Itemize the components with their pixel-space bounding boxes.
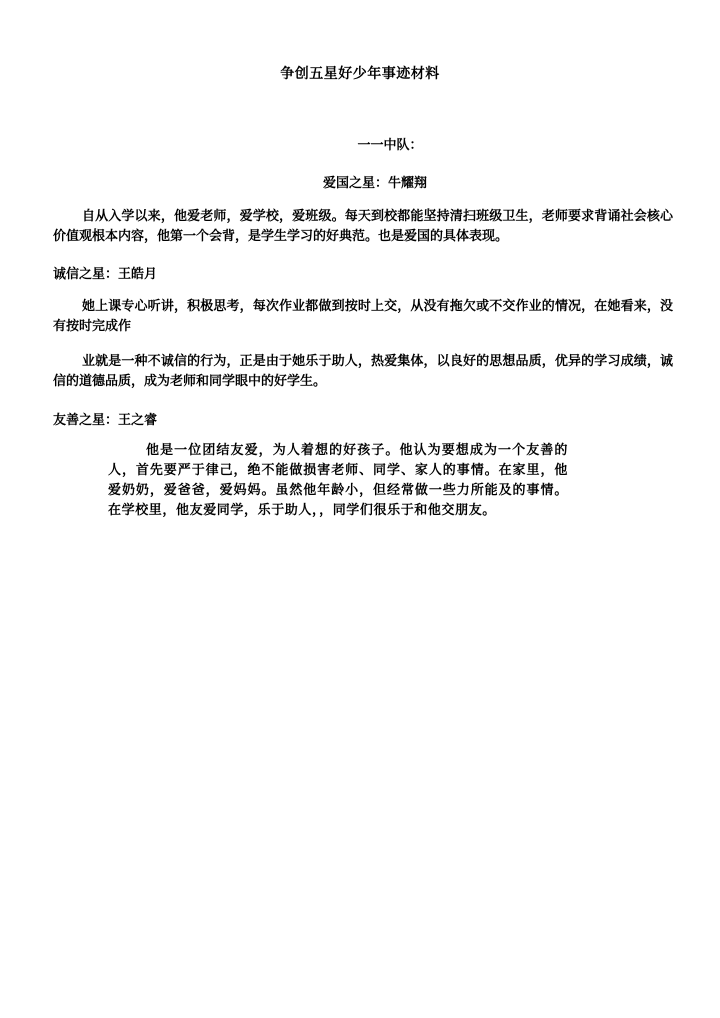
honesty-star-paragraph-2: 业就是一种不诚信的行为，正是由于她乐于助人，热爱集体，以良好的思想品质，优异的学习成绩，诚信的道德品质，成为老师和同学眼中的好学生。: [53, 354, 673, 389]
friendly-star-heading: 友善之星：王之睿: [53, 413, 158, 428]
squad-name: 一一中队：: [357, 138, 423, 153]
friendly-star-paragraph: 他是一位团结友爱，为人着想的好孩子。他认为要想成为一个友善的人，首先要严于律己，绝不能做损害老师、同学、家人的事情。在家里，他爱奶奶，爱爸爸，爱妈妈。虽然他年龄小，但经常做一些力所能及的事情。在学校里，他友爱同学，乐于助人，，同学们很乐于和他交朋友。: [108, 443, 568, 518]
patriotic-star-heading: 爱国之星：牛耀翔: [322, 176, 427, 191]
honesty-star-heading: 诚信之星：王皓月: [53, 267, 158, 282]
document-title: 争创五星好少年事迹材料: [280, 66, 440, 82]
patriotic-star-paragraph: 自从入学以来，他爱老师，爱学校，爱班级。每天到校都能坚持清扫班级卫生，老师要求背诵社会核心价值观根本内容，他第一个会背，是学生学习的好典范。也是爱国的具体表现。: [53, 209, 673, 244]
honesty-star-paragraph-1: 她上课专心听讲，积极思考，每次作业都做到按时上交，从没有拖欠或不交作业的情况，在她看来，没有按时完成作: [53, 299, 673, 334]
